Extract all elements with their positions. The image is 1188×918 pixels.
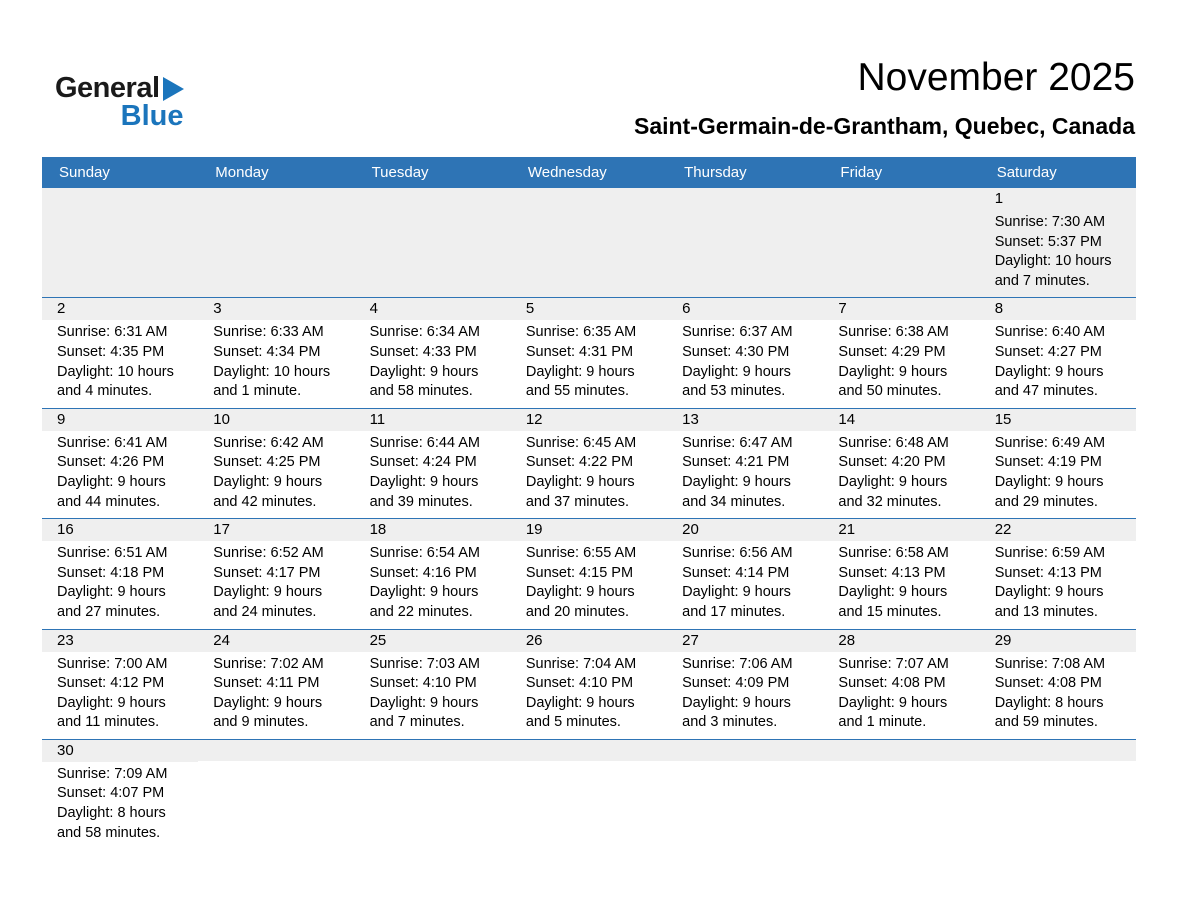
day-number: 14 bbox=[823, 409, 979, 431]
sunrise-text: Sunrise: 6:54 AM bbox=[369, 545, 480, 562]
day-number bbox=[511, 740, 667, 761]
day-number: 30 bbox=[42, 740, 198, 762]
empty-cell bbox=[511, 188, 667, 297]
day-details bbox=[667, 431, 823, 518]
day-number: 22 bbox=[980, 519, 1136, 541]
empty-cell bbox=[823, 740, 979, 858]
daylight-text-line1: Daylight: 9 hours bbox=[838, 473, 948, 490]
daylight-text-line1: Daylight: 9 hours bbox=[994, 584, 1104, 601]
weekday-header-monday: Monday bbox=[215, 164, 269, 181]
day-number: 12 bbox=[511, 409, 667, 431]
day-number: 5 bbox=[511, 298, 667, 320]
daylight-text-line1: Daylight: 9 hours bbox=[525, 694, 635, 711]
daylight-text-line1: Daylight: 9 hours bbox=[57, 473, 166, 490]
day-number: 4 bbox=[355, 298, 511, 320]
day-number: 17 bbox=[198, 519, 354, 541]
daylight-text-line1: Daylight: 9 hours bbox=[57, 694, 166, 711]
sunset-text: Sunset: 4:13 PM bbox=[994, 564, 1102, 581]
day-cell-26 bbox=[511, 630, 667, 739]
day-number: 7 bbox=[823, 298, 979, 320]
empty-cell bbox=[355, 740, 511, 858]
daylight-text-line1: Daylight: 9 hours bbox=[994, 473, 1104, 490]
empty-cell bbox=[667, 740, 823, 858]
sunrise-text: Sunrise: 6:52 AM bbox=[213, 545, 324, 562]
daylight-text-line2: and 22 minutes. bbox=[369, 603, 473, 620]
daylight-text-line1: Daylight: 9 hours bbox=[369, 473, 479, 490]
daylight-text-line1: Daylight: 9 hours bbox=[369, 584, 479, 601]
sunset-text: Sunset: 4:22 PM bbox=[525, 454, 634, 471]
day-number bbox=[823, 188, 979, 209]
day-number: 13 bbox=[667, 409, 823, 431]
daylight-text-line2: and 58 minutes. bbox=[57, 824, 161, 841]
daylight-text-line2: and 29 minutes. bbox=[994, 493, 1098, 510]
day-details bbox=[980, 431, 1136, 518]
day-number: 20 bbox=[667, 519, 823, 541]
sunset-text: Sunset: 4:33 PM bbox=[369, 343, 477, 360]
weekday-header-sunday: Sunday bbox=[59, 164, 110, 181]
day-cell-8 bbox=[980, 298, 1136, 407]
sunset-text: Sunset: 4:17 PM bbox=[213, 564, 321, 581]
day-cell-13 bbox=[667, 409, 823, 518]
day-number: 29 bbox=[980, 630, 1136, 652]
day-details bbox=[511, 761, 667, 770]
day-number bbox=[823, 740, 979, 761]
sunrise-text: Sunrise: 6:55 AM bbox=[525, 545, 637, 562]
daylight-text-line1: Daylight: 9 hours bbox=[682, 363, 791, 380]
sunset-text: Sunset: 5:37 PM bbox=[994, 233, 1102, 250]
daylight-text-line2: and 1 minute. bbox=[213, 383, 302, 400]
day-number: 3 bbox=[198, 298, 354, 320]
daylight-text-line2: and 17 minutes. bbox=[682, 603, 786, 620]
day-cell-9 bbox=[42, 409, 198, 518]
sunrise-text: Sunrise: 6:34 AM bbox=[369, 324, 480, 341]
daylight-text-line2: and 55 minutes. bbox=[525, 383, 630, 400]
day-details bbox=[355, 652, 511, 739]
sunrise-text: Sunrise: 6:38 AM bbox=[838, 324, 949, 341]
sunrise-text: Sunrise: 6:44 AM bbox=[369, 434, 480, 451]
day-details bbox=[355, 761, 511, 770]
sunrise-text: Sunrise: 7:02 AM bbox=[213, 655, 324, 672]
empty-cell bbox=[823, 188, 979, 297]
day-details bbox=[667, 320, 823, 407]
empty-cell bbox=[42, 188, 198, 297]
day-cell-18 bbox=[355, 519, 511, 628]
daylight-text-line1: Daylight: 9 hours bbox=[213, 584, 323, 601]
day-cell-24 bbox=[198, 630, 354, 739]
empty-cell bbox=[355, 188, 511, 297]
day-details bbox=[511, 652, 667, 739]
sunset-text: Sunset: 4:26 PM bbox=[57, 454, 165, 471]
weekday-header-friday: Friday bbox=[840, 164, 883, 181]
sunrise-text: Sunrise: 6:37 AM bbox=[682, 324, 793, 341]
sunset-text: Sunset: 4:24 PM bbox=[369, 454, 477, 471]
day-details bbox=[823, 761, 979, 770]
daylight-text-line2: and 20 minutes. bbox=[525, 603, 630, 620]
daylight-text-line2: and 3 minutes. bbox=[682, 714, 778, 731]
day-details bbox=[511, 541, 667, 628]
day-details bbox=[355, 431, 511, 518]
daylight-text-line2: and 15 minutes. bbox=[838, 603, 942, 620]
week-row-2 bbox=[42, 297, 1136, 407]
day-number: 11 bbox=[355, 409, 511, 431]
daylight-text-line2: and 9 minutes. bbox=[213, 714, 309, 731]
daylight-text-line1: Daylight: 9 hours bbox=[838, 584, 948, 601]
day-number: 27 bbox=[667, 630, 823, 652]
weekday-header-wednesday: Wednesday bbox=[527, 164, 607, 181]
sunrise-text: Sunrise: 6:35 AM bbox=[525, 324, 637, 341]
sunrise-text: Sunrise: 7:08 AM bbox=[994, 655, 1106, 672]
day-cell-3 bbox=[198, 298, 354, 407]
weekday-header-saturday: Saturday bbox=[996, 164, 1057, 181]
day-details bbox=[355, 209, 511, 218]
day-number: 8 bbox=[980, 298, 1136, 320]
week-row-3 bbox=[42, 408, 1136, 518]
logo-text-blue: Blue bbox=[120, 100, 184, 132]
day-details bbox=[355, 320, 511, 407]
day-number: 25 bbox=[355, 630, 511, 652]
sunrise-text: Sunrise: 6:42 AM bbox=[213, 434, 324, 451]
location-subtitle: Saint-Germain-de-Grantham, Quebec, Canada bbox=[633, 113, 1135, 139]
daylight-text-line1: Daylight: 9 hours bbox=[682, 584, 791, 601]
sunrise-text: Sunrise: 6:40 AM bbox=[994, 324, 1106, 341]
logo-top-row bbox=[55, 74, 184, 103]
daylight-text-line1: Daylight: 9 hours bbox=[838, 694, 948, 711]
sunrise-text: Sunrise: 6:58 AM bbox=[838, 545, 949, 562]
daylight-text-line1: Daylight: 8 hours bbox=[994, 694, 1104, 711]
empty-cell bbox=[198, 188, 354, 297]
daylight-text-line1: Daylight: 9 hours bbox=[369, 694, 479, 711]
day-number: 28 bbox=[823, 630, 979, 652]
daylight-text-line2: and 27 minutes. bbox=[57, 603, 161, 620]
daylight-text-line2: and 53 minutes. bbox=[682, 383, 786, 400]
day-details bbox=[823, 209, 979, 218]
sunset-text: Sunset: 4:08 PM bbox=[838, 675, 946, 692]
day-details bbox=[198, 541, 354, 628]
week-row-1 bbox=[42, 188, 1136, 297]
day-details bbox=[980, 652, 1136, 739]
day-details bbox=[198, 761, 354, 770]
day-number bbox=[667, 188, 823, 209]
weekday-header-thursday: Thursday bbox=[684, 164, 747, 181]
day-details bbox=[42, 209, 198, 218]
sunset-text: Sunset: 4:12 PM bbox=[57, 675, 165, 692]
day-cell-12 bbox=[511, 409, 667, 518]
daylight-text-line2: and 39 minutes. bbox=[369, 493, 473, 510]
day-cell-6 bbox=[667, 298, 823, 407]
sunrise-text: Sunrise: 6:31 AM bbox=[57, 324, 168, 341]
daylight-text-line2: and 42 minutes. bbox=[213, 493, 317, 510]
daylight-text-line1: Daylight: 8 hours bbox=[57, 805, 166, 822]
sunset-text: Sunset: 4:10 PM bbox=[525, 675, 634, 692]
day-cell-10 bbox=[198, 409, 354, 518]
sunrise-text: Sunrise: 6:51 AM bbox=[57, 545, 168, 562]
sunset-text: Sunset: 4:15 PM bbox=[525, 564, 634, 581]
day-number: 21 bbox=[823, 519, 979, 541]
month-title: November 2025 bbox=[857, 56, 1135, 99]
day-cell-16 bbox=[42, 519, 198, 628]
daylight-text-line1: Daylight: 9 hours bbox=[838, 363, 948, 380]
sunset-text: Sunset: 4:35 PM bbox=[57, 343, 165, 360]
day-details bbox=[667, 761, 823, 770]
day-cell-19 bbox=[511, 519, 667, 628]
day-cell-27 bbox=[667, 630, 823, 739]
sunset-text: Sunset: 4:16 PM bbox=[369, 564, 477, 581]
day-details bbox=[198, 320, 354, 407]
daylight-text-line2: and 24 minutes. bbox=[213, 603, 317, 620]
daylight-text-line2: and 4 minutes. bbox=[57, 383, 153, 400]
day-cell-15 bbox=[980, 409, 1136, 518]
daylight-text-line2: and 1 minute. bbox=[838, 714, 927, 731]
day-cell-21 bbox=[823, 519, 979, 628]
sunset-text: Sunset: 4:09 PM bbox=[682, 675, 790, 692]
sunrise-text: Sunrise: 7:03 AM bbox=[369, 655, 480, 672]
day-details bbox=[980, 320, 1136, 407]
day-number: 19 bbox=[511, 519, 667, 541]
day-number bbox=[511, 188, 667, 209]
daylight-text-line2: and 13 minutes. bbox=[994, 603, 1098, 620]
daylight-text-line1: Daylight: 9 hours bbox=[525, 363, 635, 380]
day-details bbox=[823, 431, 979, 518]
daylight-text-line2: and 11 minutes. bbox=[57, 714, 160, 731]
title-block bbox=[634, 56, 1135, 140]
day-cell-23 bbox=[42, 630, 198, 739]
sunrise-text: Sunrise: 6:56 AM bbox=[682, 545, 793, 562]
day-cell-5 bbox=[511, 298, 667, 407]
day-details bbox=[198, 431, 354, 518]
day-cell-1 bbox=[980, 188, 1136, 297]
day-details bbox=[42, 541, 198, 628]
empty-cell bbox=[511, 740, 667, 858]
sunrise-text: Sunrise: 6:59 AM bbox=[994, 545, 1106, 562]
day-details bbox=[980, 210, 1136, 297]
sunset-text: Sunset: 4:31 PM bbox=[525, 343, 634, 360]
empty-cell bbox=[198, 740, 354, 858]
daylight-text-line2: and 58 minutes. bbox=[369, 383, 473, 400]
calendar-grid bbox=[42, 188, 1136, 858]
day-cell-25 bbox=[355, 630, 511, 739]
day-details bbox=[42, 320, 198, 407]
day-details bbox=[823, 652, 979, 739]
sunset-text: Sunset: 4:21 PM bbox=[682, 454, 790, 471]
sunset-text: Sunset: 4:11 PM bbox=[213, 675, 320, 692]
sunset-text: Sunset: 4:18 PM bbox=[57, 564, 165, 581]
day-number: 10 bbox=[198, 409, 354, 431]
day-number bbox=[667, 740, 823, 761]
day-details bbox=[511, 320, 667, 407]
day-details bbox=[198, 652, 354, 739]
day-number: 15 bbox=[980, 409, 1136, 431]
day-number: 1 bbox=[980, 188, 1136, 210]
sunset-text: Sunset: 4:08 PM bbox=[994, 675, 1102, 692]
week-row-6 bbox=[42, 739, 1136, 858]
week-row-5 bbox=[42, 629, 1136, 739]
daylight-text-line2: and 59 minutes. bbox=[994, 714, 1098, 731]
day-number: 23 bbox=[42, 630, 198, 652]
sunrise-text: Sunrise: 6:47 AM bbox=[682, 434, 793, 451]
sunrise-text: Sunrise: 7:06 AM bbox=[682, 655, 793, 672]
sunset-text: Sunset: 4:07 PM bbox=[57, 785, 165, 802]
day-cell-4 bbox=[355, 298, 511, 407]
day-details bbox=[42, 762, 198, 849]
daylight-text-line1: Daylight: 9 hours bbox=[213, 473, 323, 490]
day-details bbox=[667, 652, 823, 739]
day-number bbox=[42, 188, 198, 209]
daylight-text-line1: Daylight: 9 hours bbox=[682, 694, 791, 711]
general-blue-logo bbox=[55, 74, 184, 131]
day-number bbox=[355, 188, 511, 209]
daylight-text-line1: Daylight: 10 hours bbox=[57, 363, 174, 380]
sunrise-text: Sunrise: 6:45 AM bbox=[525, 434, 637, 451]
day-details bbox=[511, 431, 667, 518]
sunset-text: Sunset: 4:27 PM bbox=[994, 343, 1102, 360]
daylight-text-line1: Daylight: 9 hours bbox=[994, 363, 1104, 380]
logo-triangle-icon bbox=[163, 77, 184, 101]
sunset-text: Sunset: 4:10 PM bbox=[369, 675, 477, 692]
daylight-text-line2: and 44 minutes. bbox=[57, 493, 161, 510]
daylight-text-line2: and 7 minutes. bbox=[369, 714, 465, 731]
sunrise-text: Sunrise: 7:09 AM bbox=[57, 765, 168, 782]
daylight-text-line1: Daylight: 9 hours bbox=[57, 584, 166, 601]
day-cell-28 bbox=[823, 630, 979, 739]
sunset-text: Sunset: 4:25 PM bbox=[213, 454, 321, 471]
calendar bbox=[42, 157, 1136, 858]
day-cell-29 bbox=[980, 630, 1136, 739]
day-cell-11 bbox=[355, 409, 511, 518]
day-cell-14 bbox=[823, 409, 979, 518]
day-number bbox=[198, 740, 354, 761]
daylight-text-line2: and 5 minutes. bbox=[525, 714, 621, 731]
sunset-text: Sunset: 4:34 PM bbox=[213, 343, 321, 360]
daylight-text-line1: Daylight: 10 hours bbox=[994, 253, 1112, 270]
daylight-text-line1: Daylight: 9 hours bbox=[525, 584, 635, 601]
daylight-text-line1: Daylight: 10 hours bbox=[213, 363, 331, 380]
day-number: 9 bbox=[42, 409, 198, 431]
day-details bbox=[823, 320, 979, 407]
daylight-text-line1: Daylight: 9 hours bbox=[525, 473, 635, 490]
daylight-text-line1: Daylight: 9 hours bbox=[213, 694, 323, 711]
day-number: 2 bbox=[42, 298, 198, 320]
sunrise-text: Sunrise: 7:04 AM bbox=[525, 655, 637, 672]
sunrise-text: Sunrise: 7:07 AM bbox=[838, 655, 949, 672]
sunrise-text: Sunrise: 6:48 AM bbox=[838, 434, 949, 451]
daylight-text-line2: and 34 minutes. bbox=[682, 493, 786, 510]
sunrise-text: Sunrise: 7:30 AM bbox=[994, 214, 1106, 230]
day-number bbox=[980, 740, 1136, 761]
day-cell-2 bbox=[42, 298, 198, 407]
sunrise-text: Sunrise: 6:33 AM bbox=[213, 324, 324, 341]
sunset-text: Sunset: 4:20 PM bbox=[838, 454, 946, 471]
empty-cell bbox=[667, 188, 823, 297]
sunset-text: Sunset: 4:19 PM bbox=[994, 454, 1102, 471]
day-number: 26 bbox=[511, 630, 667, 652]
sunset-text: Sunset: 4:13 PM bbox=[838, 564, 946, 581]
day-cell-17 bbox=[198, 519, 354, 628]
sunrise-text: Sunrise: 6:49 AM bbox=[994, 434, 1106, 451]
sunset-text: Sunset: 4:29 PM bbox=[838, 343, 946, 360]
day-details bbox=[355, 541, 511, 628]
day-details bbox=[511, 209, 667, 218]
weekday-header-row bbox=[42, 157, 1136, 188]
week-row-4 bbox=[42, 518, 1136, 628]
day-details bbox=[980, 541, 1136, 628]
daylight-text-line2: and 47 minutes. bbox=[994, 383, 1098, 400]
weekday-header-tuesday: Tuesday bbox=[371, 164, 429, 181]
sunset-text: Sunset: 4:30 PM bbox=[682, 343, 790, 360]
day-cell-22 bbox=[980, 519, 1136, 628]
day-details bbox=[823, 541, 979, 628]
day-details bbox=[667, 541, 823, 628]
day-number: 6 bbox=[667, 298, 823, 320]
day-number: 18 bbox=[355, 519, 511, 541]
day-number: 24 bbox=[198, 630, 354, 652]
day-number: 16 bbox=[42, 519, 198, 541]
empty-cell bbox=[980, 740, 1136, 858]
sunrise-text: Sunrise: 6:41 AM bbox=[57, 434, 168, 451]
daylight-text-line2: and 32 minutes. bbox=[838, 493, 942, 510]
daylight-text-line2: and 37 minutes. bbox=[525, 493, 630, 510]
day-details bbox=[198, 209, 354, 218]
daylight-text-line1: Daylight: 9 hours bbox=[369, 363, 479, 380]
day-details bbox=[42, 431, 198, 518]
day-number bbox=[355, 740, 511, 761]
sunset-text: Sunset: 4:14 PM bbox=[682, 564, 790, 581]
daylight-text-line2: and 50 minutes. bbox=[838, 383, 942, 400]
day-details bbox=[42, 652, 198, 739]
daylight-text-line1: Daylight: 9 hours bbox=[682, 473, 791, 490]
day-details bbox=[667, 209, 823, 218]
day-number bbox=[198, 188, 354, 209]
logo-text-general: General bbox=[55, 72, 160, 104]
day-cell-20 bbox=[667, 519, 823, 628]
daylight-text-line2: and 7 minutes. bbox=[994, 272, 1090, 289]
day-details bbox=[980, 761, 1136, 770]
day-cell-30 bbox=[42, 740, 198, 858]
day-cell-7 bbox=[823, 298, 979, 407]
sunrise-text: Sunrise: 7:00 AM bbox=[57, 655, 168, 672]
